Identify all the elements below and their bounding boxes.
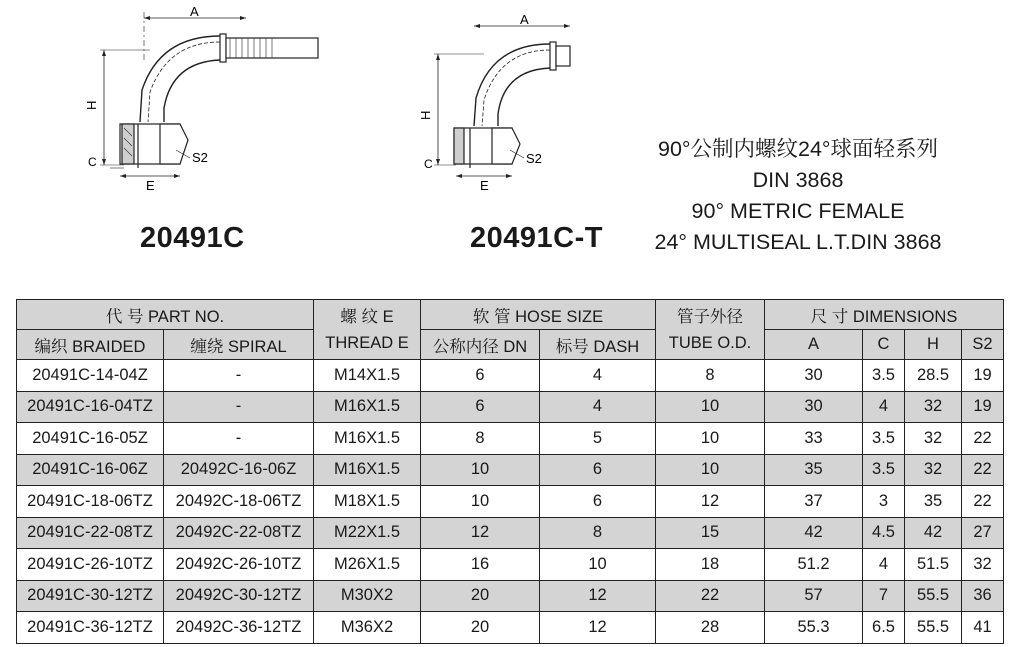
cell-dn: 12 <box>421 517 540 549</box>
table-row <box>17 549 1004 581</box>
dim-e-label: E <box>480 178 489 193</box>
cell-braided: 20491C-26-10TZ <box>17 549 164 581</box>
cell-dash: 12 <box>540 580 656 612</box>
cell-a: 35 <box>765 454 863 486</box>
dim-h-label: H <box>84 100 99 110</box>
table-row <box>17 486 1004 518</box>
fitting-drawing-20491c-t <box>420 10 570 200</box>
cell-h: 32 <box>905 454 962 486</box>
header-s2: S2 <box>962 330 1004 360</box>
table-row <box>17 454 1004 486</box>
header-thread <box>314 300 421 360</box>
header-spiral: 缠绕 SPIRAL <box>164 330 314 360</box>
header-dn: 公称内径 DN <box>421 330 540 360</box>
cell-h: 28.5 <box>905 360 962 392</box>
cell-s2: 41 <box>962 612 1004 644</box>
cell-dn: 6 <box>421 391 540 423</box>
cell-dash: 4 <box>540 391 656 423</box>
cell-s2: 32 <box>962 549 1004 581</box>
cell-thread: M16X1.5 <box>314 391 421 423</box>
cell-tube: 12 <box>656 486 765 518</box>
cell-dash: 10 <box>540 549 656 581</box>
cell-braided: 20491C-36-12TZ <box>17 612 164 644</box>
table-row <box>17 612 1004 644</box>
header-dimensions: 尺 寸 DIMENSIONS <box>765 300 1004 330</box>
cell-thread: M14X1.5 <box>314 360 421 392</box>
product-description <box>628 134 968 258</box>
cell-tube: 28 <box>656 612 765 644</box>
cell-braided: 20491C-18-06TZ <box>17 486 164 518</box>
cell-tube: 10 <box>656 423 765 455</box>
cell-thread: M16X1.5 <box>314 423 421 455</box>
cell-h: 51.5 <box>905 549 962 581</box>
cell-a: 30 <box>765 391 863 423</box>
table-row <box>17 360 1004 392</box>
cell-tube: 15 <box>656 517 765 549</box>
cell-dn: 8 <box>421 423 540 455</box>
table-row <box>17 423 1004 455</box>
cell-spiral: 20492C-26-10TZ <box>164 549 314 581</box>
cell-spiral: 20492C-36-12TZ <box>164 612 314 644</box>
cell-h: 32 <box>905 391 962 423</box>
dim-h-label: H <box>418 110 433 120</box>
cell-s2: 22 <box>962 486 1004 518</box>
cell-braided: 20491C-16-05Z <box>17 423 164 455</box>
cell-dn: 20 <box>421 612 540 644</box>
cell-dn: 10 <box>421 486 540 518</box>
cell-a: 57 <box>765 580 863 612</box>
cell-s2: 27 <box>962 517 1004 549</box>
cell-spiral: 20492C-22-08TZ <box>164 517 314 549</box>
header-tube-cn: 管子外径 <box>677 307 743 326</box>
cell-dn: 20 <box>421 580 540 612</box>
table-row <box>17 391 1004 423</box>
dim-e-label: E <box>146 178 155 193</box>
cell-s2: 36 <box>962 580 1004 612</box>
cell-dash: 5 <box>540 423 656 455</box>
cell-h: 42 <box>905 517 962 549</box>
fitting-drawing-20491c <box>80 0 250 200</box>
cell-braided: 20491C-16-04TZ <box>17 391 164 423</box>
cell-h: 32 <box>905 423 962 455</box>
cell-braided: 20491C-22-08TZ <box>17 517 164 549</box>
table-row <box>17 517 1004 549</box>
cell-c: 4 <box>863 391 905 423</box>
cell-c: 3.5 <box>863 423 905 455</box>
dim-a-label: A <box>520 12 529 27</box>
cell-s2: 19 <box>962 360 1004 392</box>
cell-dn: 16 <box>421 549 540 581</box>
description-line: 90°公制内螺纹24°球面轻系列 <box>657 137 939 161</box>
cell-a: 55.3 <box>765 612 863 644</box>
cell-tube: 10 <box>656 391 765 423</box>
cell-spiral: - <box>164 360 314 392</box>
cell-tube: 10 <box>656 454 765 486</box>
header-tube-od <box>656 300 765 360</box>
header-thread-cn: 螺 纹 E <box>340 307 394 326</box>
cell-braided: 20491C-16-06Z <box>17 454 164 486</box>
cell-c: 4.5 <box>863 517 905 549</box>
header-dash: 标号 DASH <box>540 330 656 360</box>
description-line: 24° MULTISEAL L.T.DIN 3868 <box>654 230 942 254</box>
cell-thread: M36X2 <box>314 612 421 644</box>
table-subheader-row <box>17 330 1004 360</box>
dim-s2-label: S2 <box>192 150 208 165</box>
cell-tube: 8 <box>656 360 765 392</box>
cell-dn: 10 <box>421 454 540 486</box>
cell-spiral: 20492C-30-12TZ <box>164 580 314 612</box>
cell-c: 3.5 <box>863 360 905 392</box>
spec-table <box>16 299 1004 644</box>
cell-tube: 18 <box>656 549 765 581</box>
header-c: C <box>863 330 905 360</box>
model-number-1: 20491C <box>140 222 245 254</box>
cell-a: 42 <box>765 517 863 549</box>
cell-h: 35 <box>905 486 962 518</box>
cell-spiral: - <box>164 423 314 455</box>
header-braided: 编织 BRAIDED <box>17 330 164 360</box>
header-tube-en: TUBE O.D. <box>668 333 752 352</box>
cell-dash: 12 <box>540 612 656 644</box>
description-line: DIN 3868 <box>752 168 844 192</box>
cell-thread: M16X1.5 <box>314 454 421 486</box>
cell-dn: 6 <box>421 360 540 392</box>
dim-s2-label: S2 <box>526 151 542 166</box>
cell-thread: M26X1.5 <box>314 549 421 581</box>
header-h: H <box>905 330 962 360</box>
cell-thread: M30X2 <box>314 580 421 612</box>
cell-dash: 6 <box>540 454 656 486</box>
cell-c: 6.5 <box>863 612 905 644</box>
cell-s2: 19 <box>962 391 1004 423</box>
dim-c-label: C <box>88 155 97 169</box>
cell-thread: M18X1.5 <box>314 486 421 518</box>
header-hose-size: 软 管 HOSE SIZE <box>421 300 656 330</box>
dim-c-label: C <box>424 157 433 171</box>
dim-a-label: A <box>190 4 199 19</box>
cell-s2: 22 <box>962 423 1004 455</box>
model-number-2: 20491C-T <box>470 222 603 254</box>
header-part-no: 代 号 PART NO. <box>17 300 314 330</box>
header-a: A <box>765 330 863 360</box>
table-header-row <box>17 300 1004 330</box>
cell-c: 4 <box>863 549 905 581</box>
cell-tube: 22 <box>656 580 765 612</box>
cell-a: 33 <box>765 423 863 455</box>
cell-c: 3 <box>863 486 905 518</box>
cell-h: 55.5 <box>905 580 962 612</box>
cell-a: 30 <box>765 360 863 392</box>
cell-a: 37 <box>765 486 863 518</box>
cell-thread: M22X1.5 <box>314 517 421 549</box>
cell-spiral: 20492C-16-06Z <box>164 454 314 486</box>
cell-spiral: - <box>164 391 314 423</box>
cell-braided: 20491C-30-12TZ <box>17 580 164 612</box>
cell-braided: 20491C-14-04Z <box>17 360 164 392</box>
table-row <box>17 580 1004 612</box>
cell-h: 55.5 <box>905 612 962 644</box>
header-thread-en: THREAD E <box>325 333 409 352</box>
cell-s2: 22 <box>962 454 1004 486</box>
cell-dash: 4 <box>540 360 656 392</box>
cell-spiral: 20492C-18-06TZ <box>164 486 314 518</box>
cell-a: 51.2 <box>765 549 863 581</box>
cell-c: 7 <box>863 580 905 612</box>
description-line: 90° METRIC FEMALE <box>691 199 905 223</box>
cell-dash: 6 <box>540 486 656 518</box>
cell-c: 3.5 <box>863 454 905 486</box>
cell-dash: 8 <box>540 517 656 549</box>
